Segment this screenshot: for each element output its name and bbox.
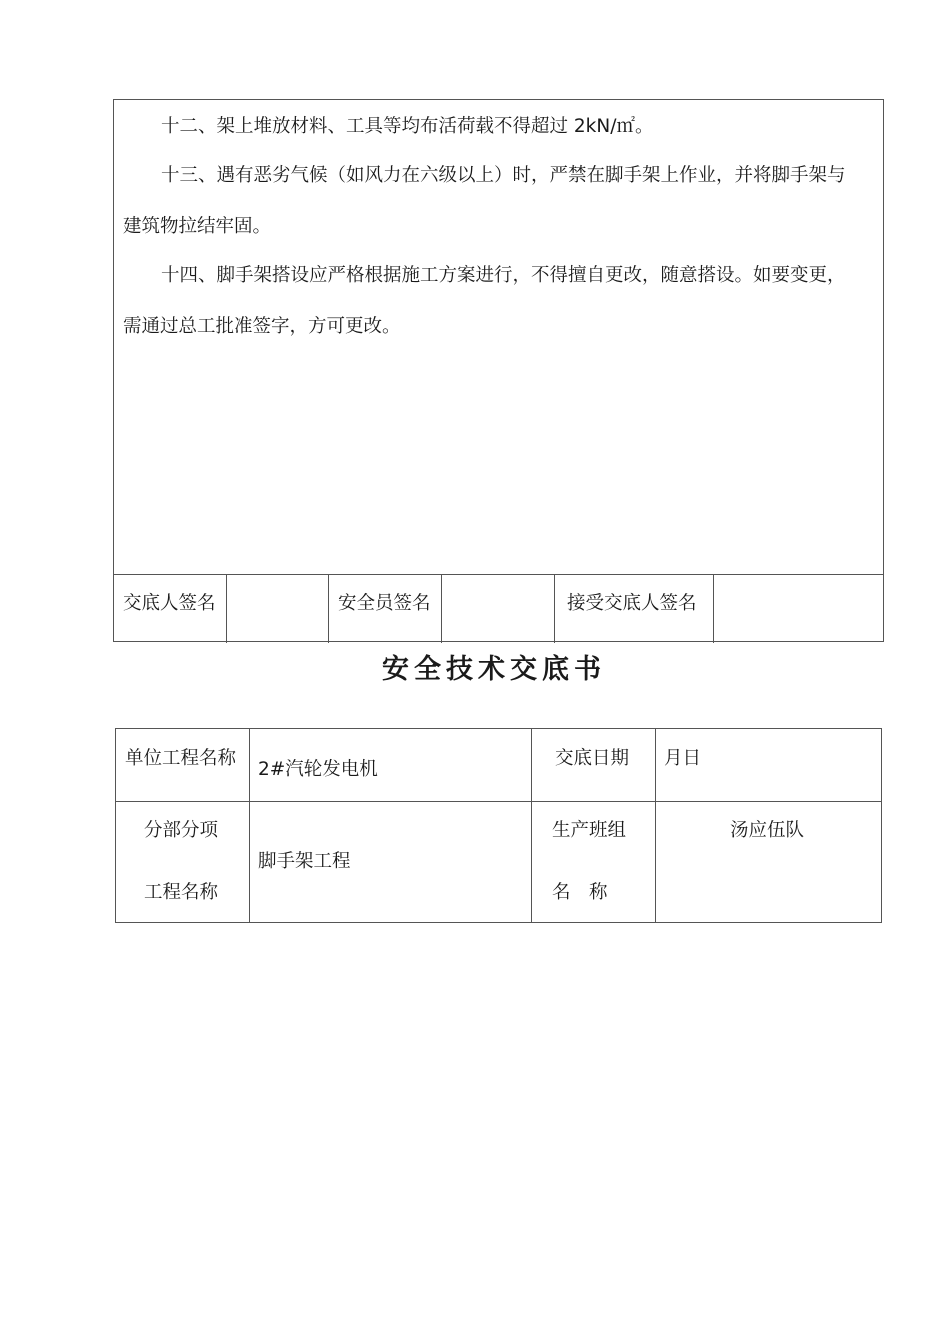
- team-label-line-2: 名 称: [552, 882, 608, 903]
- date-label-cell: [531, 729, 655, 801]
- discloser-signature-label-cell: [114, 575, 227, 643]
- team-label-line-1: 生产班组: [552, 820, 627, 841]
- team-value: 汤应伍队: [730, 820, 805, 841]
- discloser-signature-field[interactable]: [227, 575, 329, 643]
- discloser-signature-label: 交底人签名: [123, 593, 216, 614]
- clause-13-line-1: 十三、遇有恶劣气候（如风力在六级以上）时，严禁在脚手架上作业，并将脚手架与: [161, 165, 846, 186]
- subproject-label-line-2: 工程名称: [144, 882, 219, 903]
- project-info-table: [115, 728, 882, 923]
- receiver-signature-label-cell: [555, 575, 714, 643]
- subproject-label-cell: [116, 801, 249, 923]
- receiver-signature-label: 接受交底人签名: [567, 593, 697, 614]
- receiver-signature-field[interactable]: [714, 575, 884, 643]
- clause-14-line-2: 需通过总工批准签字，方可更改。: [123, 316, 401, 337]
- safety-officer-signature-label: 安全员签名: [338, 593, 431, 614]
- subproject-field[interactable]: [249, 801, 531, 923]
- subproject-value: 脚手架工程: [258, 851, 351, 872]
- document-title: 安全技术交底书: [382, 654, 606, 685]
- team-field[interactable]: [655, 801, 881, 923]
- clause-12-line-1: 十二、架上堆放材料、工具等均布活荷载不得超过 2kN/㎡。: [161, 116, 654, 137]
- clause-14-line-1: 十四、脚手架搭设应严格根据施工方案进行，不得擅自更改，随意搭设。如要变更，: [161, 265, 846, 286]
- project-name-value: 2#汽轮发电机: [258, 759, 378, 780]
- signature-row: [114, 574, 883, 643]
- safety-officer-signature-field[interactable]: [442, 575, 555, 643]
- project-name-label-cell: [116, 729, 249, 801]
- clause-box: [113, 99, 884, 642]
- team-label-cell: [531, 801, 655, 923]
- clause-text-area: [114, 100, 883, 574]
- project-name-field[interactable]: [249, 729, 531, 801]
- date-value: 月日: [664, 748, 702, 769]
- clause-13-line-2: 建筑物拉结牢固。: [123, 216, 272, 237]
- date-label: 交底日期: [555, 748, 630, 769]
- subproject-label-line-1: 分部分项: [144, 820, 219, 841]
- date-field[interactable]: [655, 729, 881, 801]
- safety-officer-signature-label-cell: [329, 575, 442, 643]
- project-name-label: 单位工程名称: [125, 748, 237, 769]
